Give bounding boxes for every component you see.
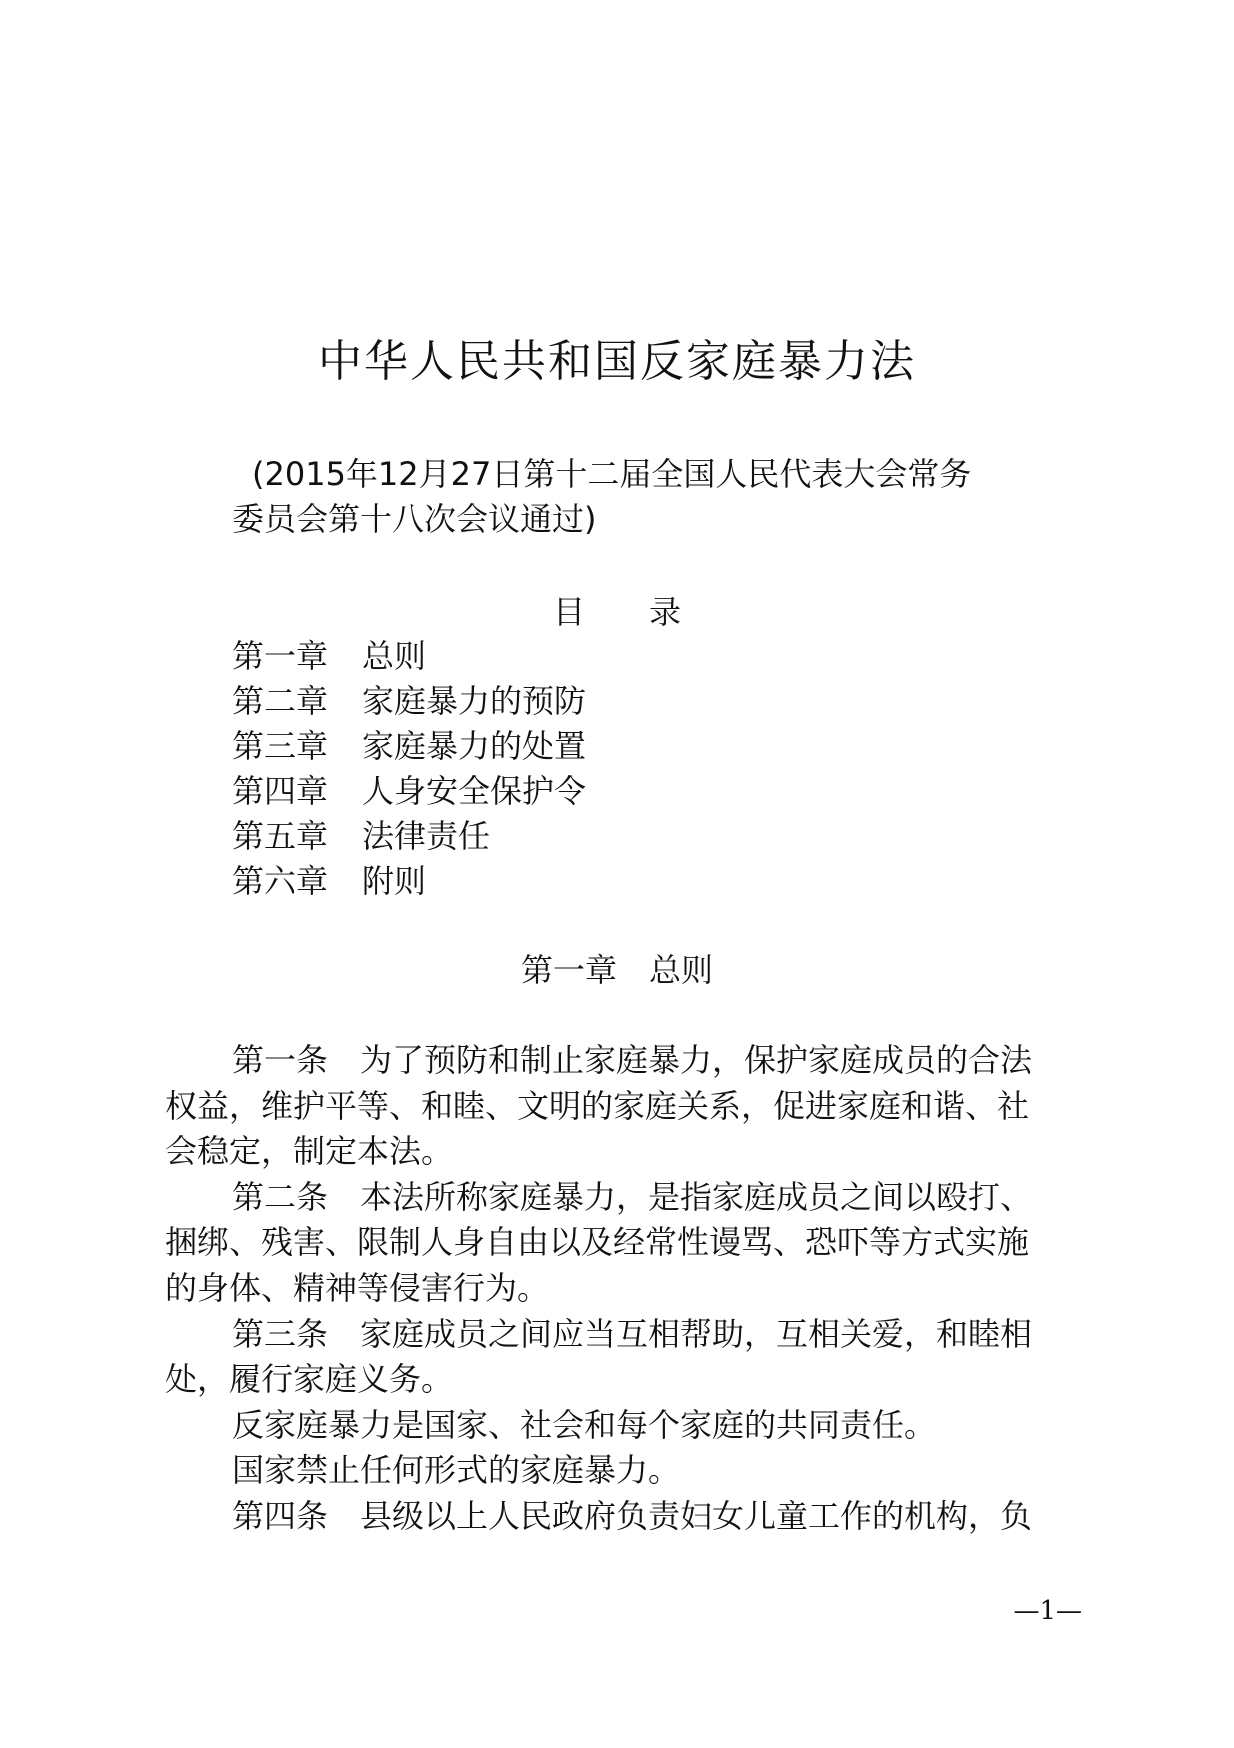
toc-item-chapter-3: [232, 724, 932, 769]
toc-item-chapter-6: [232, 859, 932, 904]
toc-item-number: 第四章: [232, 772, 329, 810]
toc-heading-left: 目: [552, 593, 585, 631]
chapter-name: 总则: [649, 951, 714, 989]
article-1-line-1: [165, 1038, 1080, 1084]
toc-item-number: 第一章: [232, 637, 329, 675]
adoption-note-line-1: (2015年12月27日第十二届全国人民代表大会常务: [252, 455, 972, 493]
chapter-number: 第一章: [520, 951, 617, 989]
page-number: —1—: [1013, 1596, 1082, 1626]
toc-heading-right: 录: [649, 593, 682, 631]
article-2-line-2: 捆绑、残害、限制人身自由以及经常性谩骂、恐吓等方式实施: [165, 1223, 1030, 1262]
toc-item-chapter-4: [232, 769, 932, 814]
article-4-line-1: [165, 1494, 1080, 1540]
article-3-paragraph-2: 反家庭暴力是国家、社会和每个家庭的共同责任。: [232, 1405, 937, 1444]
article-4-text-1: 县级以上人民政府负责妇女儿童工作的机构，负: [360, 1496, 1033, 1535]
article-3-label: 第三条: [232, 1314, 329, 1353]
toc-item-name: 人身安全保护令: [362, 772, 587, 810]
chapter-1-heading: [0, 948, 1234, 992]
toc-item-name: 总则: [362, 637, 427, 675]
chapter-1-body: [165, 1038, 1080, 1540]
toc-item-number: 第五章: [232, 817, 329, 855]
adoption-note: [232, 452, 1052, 542]
article-1-line-3: 会稳定，制定本法。: [165, 1132, 454, 1171]
document-title: 中华人民共和国反家庭暴力法: [318, 336, 916, 387]
article-3-line-2: 处，履行家庭义务。: [165, 1360, 454, 1399]
article-2-text-1: 本法所称家庭暴力，是指家庭成员之间以殴打、: [360, 1177, 1033, 1216]
toc-item-name: 附则: [362, 862, 427, 900]
toc-item-name: 家庭暴力的处置: [362, 727, 587, 765]
toc-item-name: 家庭暴力的预防: [362, 682, 587, 720]
article-2-line-3: 的身体、精神等侵害行为。: [165, 1268, 550, 1307]
toc-item-chapter-5: [232, 814, 932, 859]
toc-item-number: 第二章: [232, 682, 329, 720]
article-1-line-2: 权益，维护平等、和睦、文明的家庭关系，促进家庭和谐、社: [165, 1086, 1030, 1125]
article-2-label: 第二条: [232, 1177, 329, 1216]
article-2-line-1: [165, 1175, 1080, 1221]
table-of-contents: [232, 634, 932, 904]
toc-item-name: 法律责任: [362, 817, 491, 855]
toc-item-number: 第三章: [232, 727, 329, 765]
article-3-line-1: [165, 1312, 1080, 1358]
article-3-text-1: 家庭成员之间应当互相帮助，互相关爱，和睦相: [360, 1314, 1033, 1353]
toc-item-number: 第六章: [232, 862, 329, 900]
toc-heading: [0, 590, 1234, 634]
article-1-label: 第一条: [232, 1041, 329, 1079]
adoption-note-line-2: 委员会第十八次会议通过): [232, 500, 597, 538]
article-1-text-1: 为了预防和制止家庭暴力，保护家庭成员的合法: [360, 1041, 1033, 1079]
article-3-paragraph-3: 国家禁止任何形式的家庭暴力。: [232, 1451, 681, 1490]
article-4-label: 第四条: [232, 1496, 329, 1535]
toc-item-chapter-2: [232, 679, 932, 724]
toc-item-chapter-1: [232, 634, 932, 679]
